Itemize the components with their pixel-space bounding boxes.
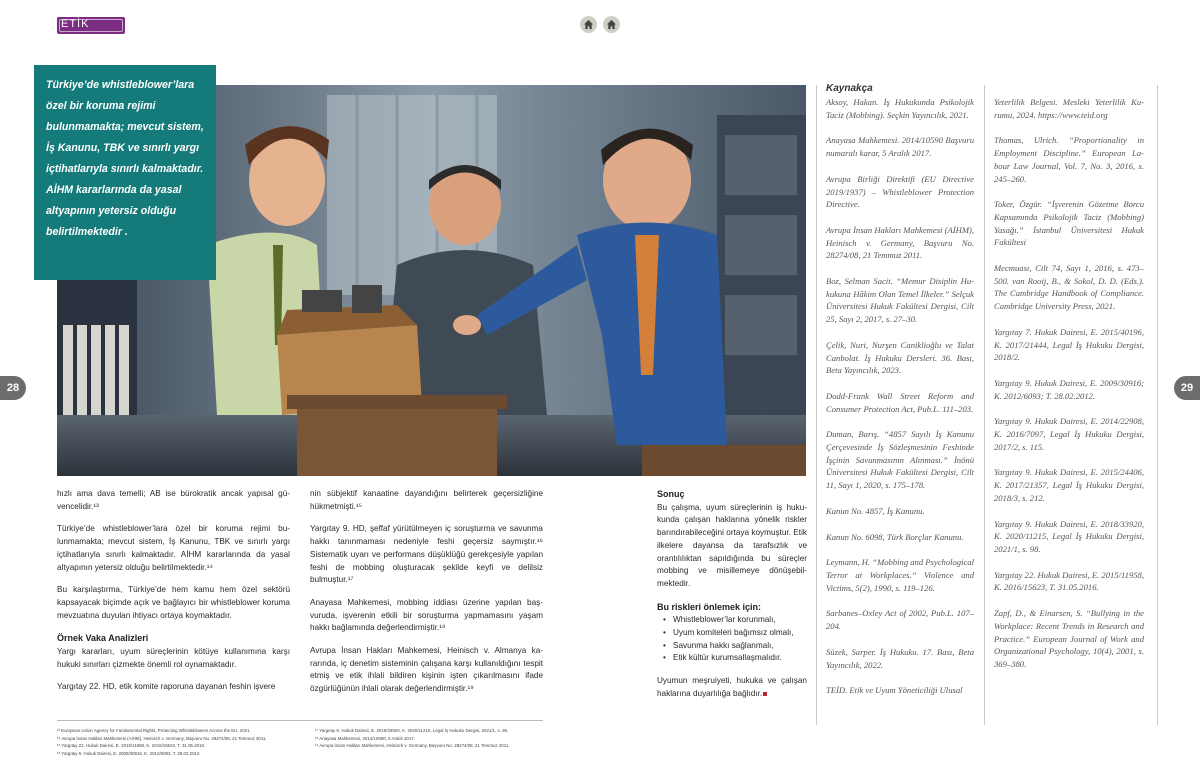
- footnote: ¹⁵ Yargıtay 22. Hukuk Dairesi, E. 2015/11958, K. 2016/15623, T. 31.05.2016.: [57, 743, 206, 748]
- paragraph: hızlı ama dava temelli; AB ise bürokratik ancak yapısal güvencelidir.¹³: [57, 489, 290, 511]
- paragraph: Anayasa Mahkemesi, mobbing iddiası üzerine yapılan başvuruda, işverenin etkili bir soruşturma yapmamasını yaşam hakkı bağlamında değerlendirmiştir.¹⁸: [310, 597, 543, 633]
- paragraph: Yargıtay 22. HD, etik komite raporuna dayanan feshin işvere: [57, 682, 276, 692]
- reference-item: Yeterlilik Belgesi. Mesleki Yeterlilik Kurumu, 2024. https://www.teid.org: [994, 97, 1144, 120]
- footnote: ¹⁹ Avrupa İnsan Hakları Mahkemesi, Heinisch v. Germany, Başvuru No. 28274/08, 21 Temmuz 2011.: [315, 743, 510, 748]
- reference-item: Mecmuası, Cilt 74, Sayı 1, 2016, s. 473–500. van Rooij, B., & Sokol, D. D. (Eds.). The Cambridge Handbook of Compliance. Cambridge University Press, 2021.: [994, 263, 1144, 312]
- conclusion-column: [657, 488, 807, 711]
- section-heading: Örnek Vaka Analizleri: [57, 633, 149, 644]
- conclusion-heading: Sonuç: [657, 489, 685, 499]
- paragraph: Türkiye’de whistleblower’lara özel bir koruma rejimi bulunmamakta; mevcut sistem, İş Kanunu, TBK ve sınırlı yargı içtihatlarıyla sınırlı kalmaktadır. AİHM kararlarında da yasal altyapının yetersiz olduğu belirtilmektedir.¹⁴: [57, 524, 290, 572]
- reference-item: Süzek, Sarper. İş Hukuku. 17. Bası, Beta Yayıncılık, 2022.: [826, 646, 974, 670]
- column-divider: [984, 85, 985, 725]
- body-column-2: [310, 488, 543, 706]
- list-item: • Uyum komiteleri bağımsız olmalı,: [663, 627, 807, 640]
- reference-item: TEİD. Etik ve Uyum Yöneticiliği Ulusal: [826, 685, 963, 696]
- reference-item: Çelik, Nuri, Nurşen Caniklioğlu ve Talat Canbolat. İş Hukuku Dersleri. 36. Bası, Beta Yayıncılık, 2023.: [826, 339, 974, 376]
- section-tag: [57, 17, 125, 34]
- pull-quote-box: [34, 65, 216, 280]
- reference-item: Boz, Selman Sacit. “Memur Disiplin Hukukuna Hâkim Olan Temel İlkeler.” Selçuk Üniversitesi Hukuk Fakültesi Dergisi, Cilt 25, Sayı 2, 2017, s. 27–30.: [826, 276, 974, 325]
- home-icons: [580, 16, 620, 33]
- footnote-divider: [57, 720, 543, 721]
- list-item: • Whistleblower’lar korunmalı,: [663, 614, 807, 627]
- reference-item: Yargıtay 9. Hukuk Dairesi, E. 2014/22908, K. 2016/7097, Legal İş Hukuku Dergisi, 2017/2, s. 115.: [994, 416, 1144, 452]
- risk-heading: Bu riskleri önlemek için:: [657, 601, 762, 612]
- reference-item: Duman, Barış. “4857 Sayılı İş Kanunu Çerçevesinde İş Sözleşmesinin Feshinde İşçinin Savunmasının Alınması.” İnönü Üniversitesi Hukuk Fakültesi Dergisi, Cilt 11, Sayı 1, 2020, s. 175–178.: [826, 429, 974, 491]
- reference-item: Dodd-Frank Wall Street Reform and Consumer Protection Act, Pub.L. 111–203.: [826, 390, 974, 414]
- closing-paragraph: [657, 675, 807, 700]
- paragraph: nin sübjektif kanaatine dayandığını belirterek geçersizliğine hükmetmişti.¹⁵: [310, 489, 543, 511]
- references-column-2: [994, 96, 1144, 684]
- footnote: ¹⁷ Yargıtay 9. Hukuk Dairesi, E. 2018/33920, K. 2020/11215, Legal İş Hukuku Dergisi, 2021/1, s. 98.: [315, 728, 509, 733]
- end-mark-icon: [763, 692, 767, 696]
- page-number-right: 29: [1174, 376, 1200, 400]
- paragraph: Avrupa İnsan Hakları Mahkemesi, Heinisch v. Almanya kararında, iç denetim sisteminin çalışana karşı kullanıldığını tespit etmiş ve etik ihlali bildiren kişinin işten çıkarılmasını ifade özgürlüğünün ihlali olarak değerlendirmiştir.¹⁹: [310, 646, 543, 694]
- reference-item: Sarbanes–Oxley Act of 2002, Pub.L. 107–204.: [826, 608, 974, 632]
- list-item: • Savunma hakkı sağlanmalı,: [663, 640, 807, 653]
- closing-text: Uyumun meşruiyeti, hukuka ve çalışan haklarına duyarlılığa bağlıdır.: [657, 676, 807, 698]
- reference-item: Kanun No. 6098, Türk Borçlar Kanunu.: [826, 531, 964, 542]
- references-heading: Kaynakça: [826, 83, 873, 94]
- footnote: ¹⁶ Yargıtay 9. Hukuk Dairesi, E. 2009/30916, K. 2012/6093, T. 28.02.2012.: [57, 750, 201, 756]
- reference-item: Aksoy, Hakan. İş Hukukunda Psikolojik Taciz (Mobbing). Seçkin Yayıncılık, 2021.: [826, 97, 974, 120]
- footnote: ¹⁸ Anayasa Mahkemesi, 2014/10590, 5 Aralık 2017.: [315, 735, 415, 741]
- paragraph: Bu çalışma, uyum süreçlerinin iş hukukunda çalışan haklarına yönelik riskler barındırabileceğini ortaya koymuştur. Etik ilkelere dayansa da tarafsızlık ve orantılılıktan sapıldığında bu süreçler mobbing ve misillemeye dönüşebilmektedir.: [657, 502, 807, 588]
- footnote: ¹³ European Union Agency for Fundamental Rights, Protecting Whistleblowers Across the EU, 2021.: [57, 728, 251, 733]
- references-column-1: [826, 96, 974, 710]
- reference-item: Avrupa İnsan Hakları Mahkemesi (AİHM), Heinisch v. Germany, Başvuru No. 28274/08, 21 Temmuz 2011.: [826, 224, 974, 261]
- reference-item: Thomas, Ulrich. “Proportionality in Employment Discipline.” European Labour Law Journal, Vol. 7, No. 3, 2016, s. 245–260.: [994, 135, 1144, 184]
- reference-item: Leymann, H. “Mobbing and Psychological Terror at Workplaces.” Violence and Victims, 5(2), 1990, s. 119–126.: [826, 557, 974, 593]
- reference-item: Yargıtay 9. Hukuk Dairesi, E. 2015/24406, K. 2017/21357, Legal İş Hukuku Dergisi, 2018/3, s. 212.: [994, 467, 1144, 503]
- reference-item: Yargıtay 22. Hukuk Dairesi, E. 2015/11958, K. 2016/15623, T. 31.05.2016.: [994, 569, 1144, 593]
- section-tag-label: ETİK: [61, 18, 90, 30]
- reference-item: Yargıtay 7. Hukuk Dairesi, E. 2015/40196, K. 2017/21444, Legal İş Hukuku Dergisi, 2018/2.: [994, 326, 1144, 363]
- paragraph: Bu karşılaştırma, Türkiye’de hem kamu hem özel sektörü kapsayacak biçimde açık ve bağlayıcı bir whistleblower koruma mevzuatına duyulan ihtiyacı ortaya koymaktadır.: [57, 585, 290, 620]
- reference-item: Yargıtay 9. Hukuk Dairesi, E. 2009/30916; K. 2012/6093; T. 28.02.2012.: [994, 377, 1144, 401]
- column-divider: [816, 85, 817, 725]
- list-item: • Etik kültür kurumsallaşmalıdır.: [663, 652, 807, 665]
- page-number-left: 28: [0, 376, 26, 400]
- column-divider: [1157, 85, 1158, 725]
- home-icon[interactable]: [603, 16, 620, 33]
- footnotes-right: [315, 727, 555, 750]
- risk-list: [663, 614, 807, 665]
- reference-item: Kanun No. 4857, İş Kanunu.: [826, 505, 925, 516]
- reference-item: Toker, Özgür. “İşverenin Gözetme Borcu Kapsamında Psikolojik Taciz (Mobbing) Yasağı.” İstanbul Üniversitesi Hukuk Fakültesi: [994, 199, 1144, 248]
- reference-item: Zapf, D., & Einarsen, S. “Bullying in the Workplace: Recent Trends in Research and Practice.” European Journal of Work and Organizational Psychology, 10(4), 2001, s. 369–380.: [994, 608, 1144, 669]
- body-column-1: [57, 488, 290, 704]
- reference-item: Anayasa Mahkemesi. 2014/10590 Başvuru numaralı karar, 5 Aralık 2017.: [826, 135, 974, 159]
- paragraph: Yargıtay 9. HD, şeffaf yürütülmeyen iç soruşturma ve savunma hakkı tanınmaması nedeniyle feshi geçersiz saymıştır.¹⁶ Sistematik uyarı ve performans düşüklüğü gerekçesiyle yapılan feshi de mobbing oluşturacak şekilde keyfi ve delilsiz bulmuştur.¹⁷: [310, 524, 543, 585]
- reference-item: Yargıtay 9. Hukuk Dairesi, E. 2018/33920, K. 2020/11215, Legal İş Hukuku Dergisi, 2021/1, s. 98.: [994, 518, 1144, 554]
- paragraph: Yargı kararları, uyum süreçlerinin kötüye kullanımına karşı hukuki sınırları çizmekte önemli rol oynamaktadır.: [57, 647, 290, 669]
- reference-item: Avrupa Birliği Direktifi (EU Directive 2019/1937) – Whistleblower Protection Directive.: [826, 173, 974, 210]
- footnotes-left: [57, 727, 297, 757]
- home-icon[interactable]: [580, 16, 597, 33]
- footnote: ¹⁴ Avrupa İnsan Hakları Mahkemesi (AİHM), Heinisch v. Germany, Başvuru No. 28274/08, 21 Temmuz 2011.: [57, 735, 267, 741]
- pull-quote-text: Türkiye’de whistleblower’lara özel bir koruma rejimi bulunmamakta; mevcut sistem, İş Kanunu, TBK ve sınırlı yargı içtihatlarıyla sınırlı kalmaktadır. AİHM kararlarında da yasal altyapının yetersiz olduğu belirtilmektedir .: [46, 79, 204, 238]
